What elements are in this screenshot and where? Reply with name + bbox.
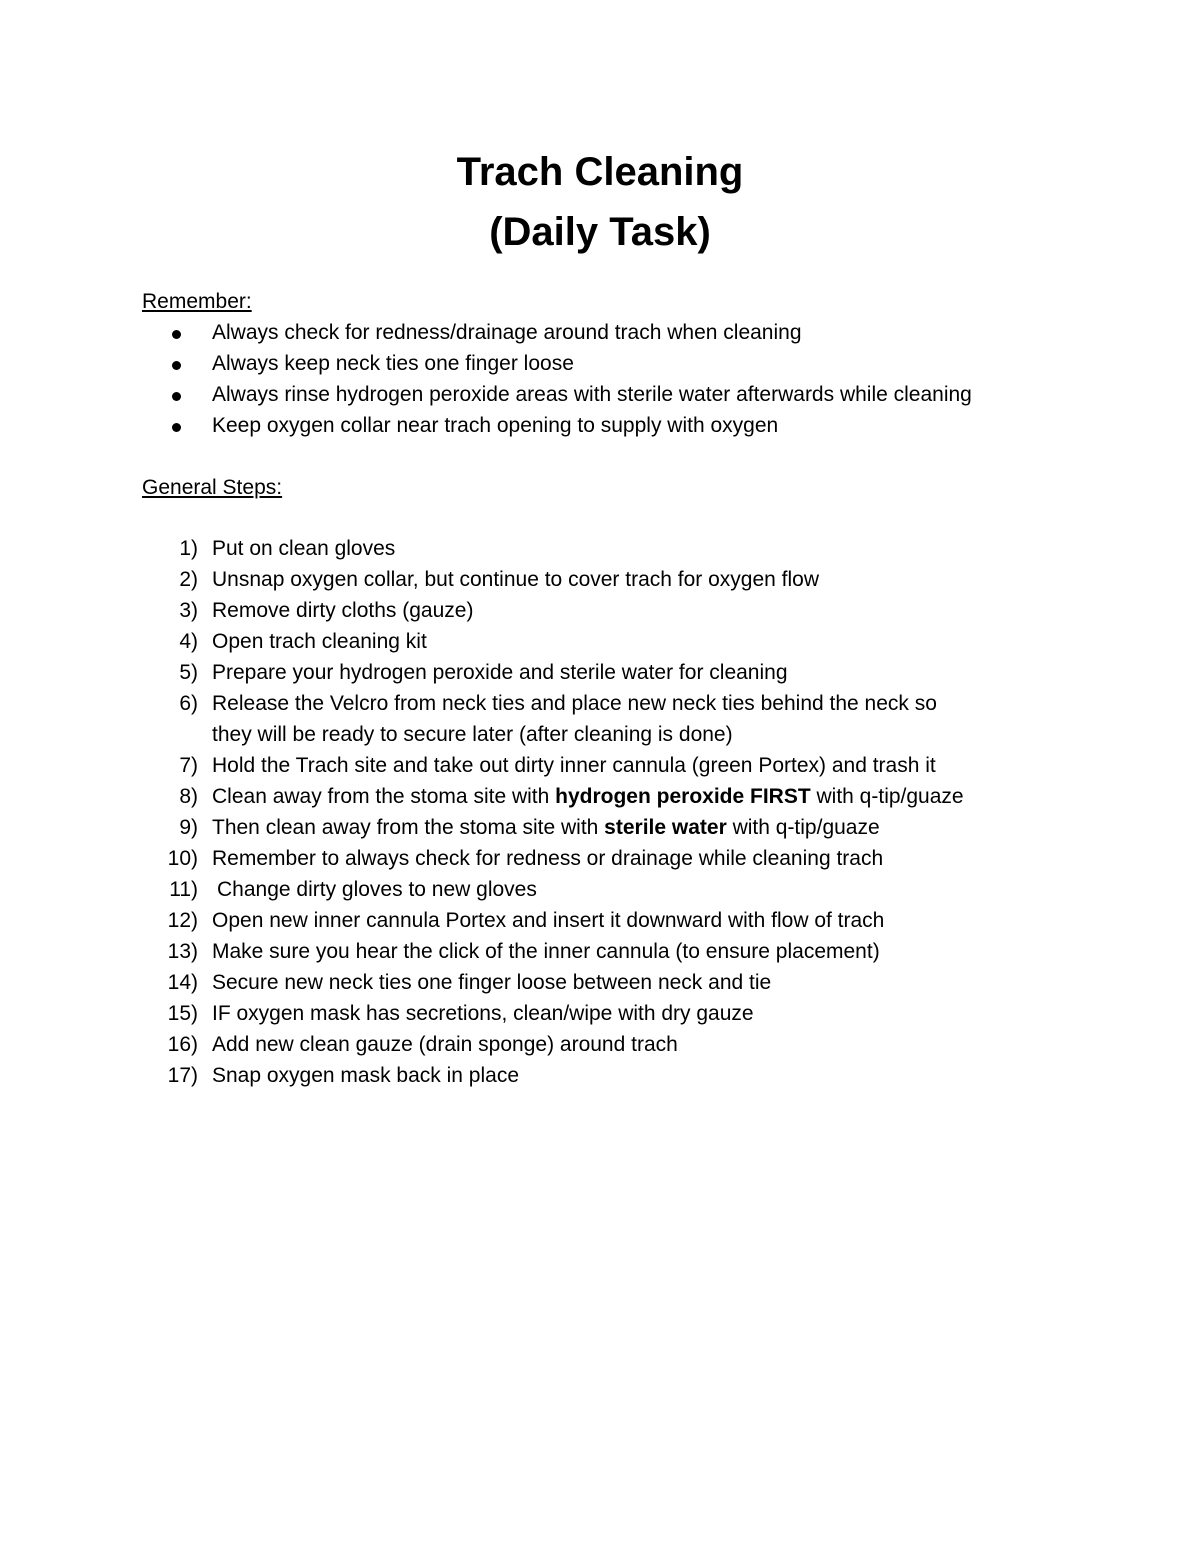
document-page: Trach Cleaning (Daily Task) Remember: Always check for redness/drainage around trach when cleaning Always keep neck ties one finger loose Always rinse hydrogen peroxide areas with sterile water afterwards while cleaning Keep oxygen collar near trach opening to supply with oxygen General Steps: 1) Put on clean gloves 2) Unsnap oxygen collar, but continue to cover trach for oxygen flow 3) Remove dirty cloths (gauze) 4) Open trach cleaning kit 5) Prepare your hydrogen peroxide and sterile water for cleaning 6) Release the Velcro from neck ties and place new neck ties behind the neck so they will be ready to secure later (after cleaning is done) 7) Hold the Trach site and take out dirty inner cannula (green Portex) and trash it 8) Clean away from the stoma site with hydrogen peroxide FIRST with q-tip/guaze 9) Then clean away from the stoma site with sterile water with q-tip/guaze 10) Remember to always check for redness or drainage while cleaning trach 11) Change dirty gloves to new gloves 12) Open new inner cannula Portex and insert it downward with flow of trach 13) Make sure you hear the click of the inner cannula (to ensure placement) 14) Secure new neck ties one finger loose between neck and tie 15) IF oxygen mask has secretions, clean/wipe with dry gauze 16) Add new clean gauze (drain sponge) around trach 17) Snap oxygen mask back in place <box>0 0 1200 1553</box>
bullet-icon <box>172 361 181 370</box>
bold-emphasis: sterile water <box>604 816 727 839</box>
bullet-icon <box>172 392 181 401</box>
general-steps-heading: General Steps: <box>142 476 283 499</box>
bullet-icon <box>172 423 181 432</box>
document-title: Trach Cleaning <box>456 150 744 194</box>
remember-heading: Remember: <box>142 290 252 313</box>
bold-emphasis: hydrogen peroxide FIRST <box>555 785 811 808</box>
document-subtitle: (Daily Task) <box>489 210 711 254</box>
bullet-icon <box>172 330 181 339</box>
